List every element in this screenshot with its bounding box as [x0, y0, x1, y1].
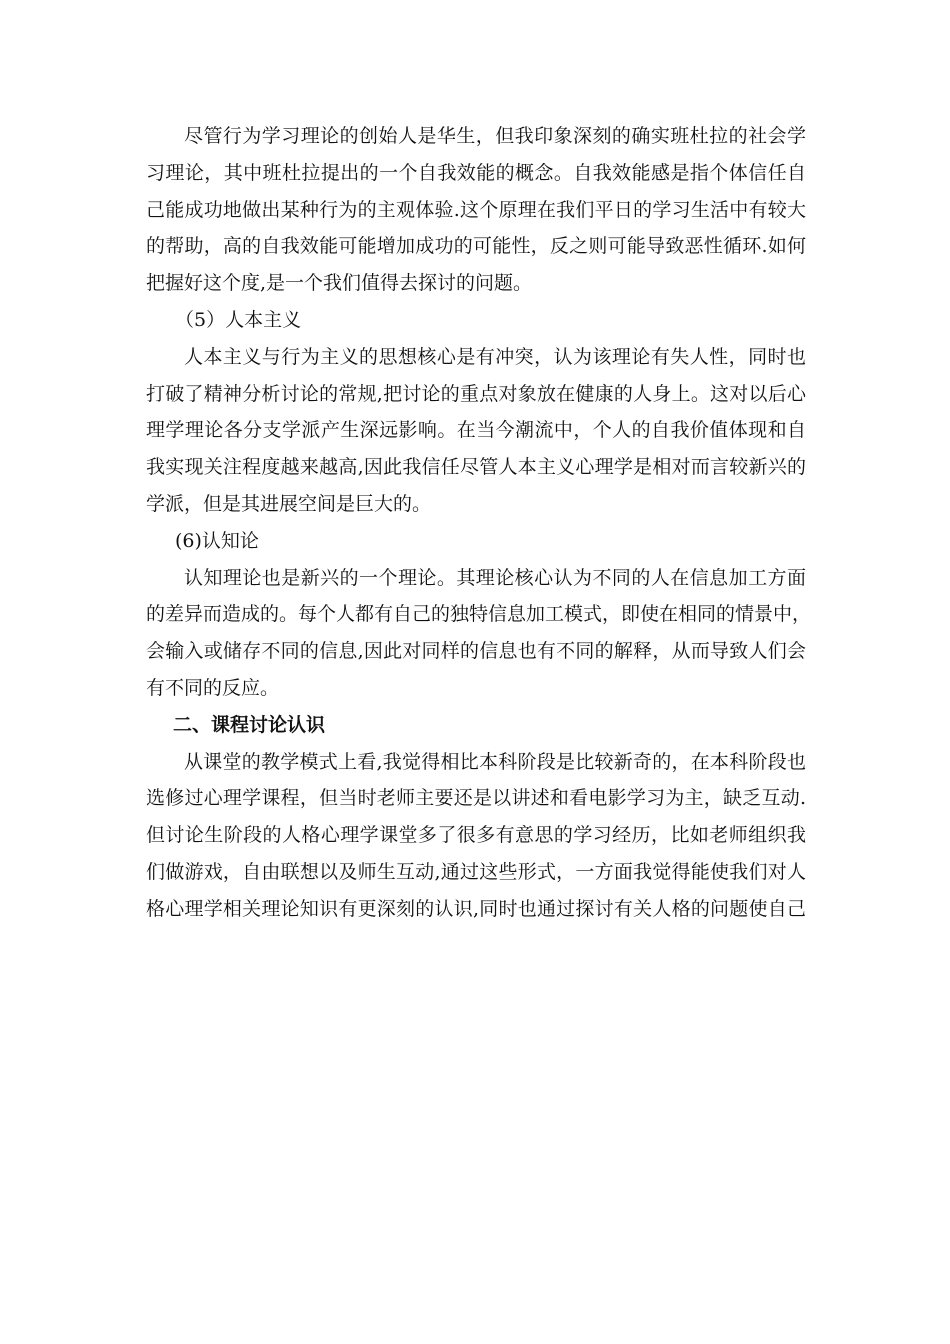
text-line: 尽管行为学习理论的创始人是华生，但我印象深刻的确实班杜拉的社会学 — [184, 125, 806, 147]
paragraph-course-discussion — [146, 744, 806, 928]
text-line: 的差异而造成的。每个人都有自己的独特信息加工模式，即使在相同的情景中， — [146, 603, 812, 626]
text-line: 认知理论也是新兴的一个理论。其理论核心认为不同的人在信息加工方面 — [184, 566, 806, 589]
text-line: 从课堂的教学模式上看,我觉得相比本科阶段是比较新奇的，在本科阶段也 — [184, 750, 806, 773]
text-line: 格心理学相关理论知识有更深刻的认识,同时也通过探讨有关人格的问题使自己 — [146, 897, 806, 920]
text-line: 习理论，其中班杜拉提出的一个自我效能的概念。自我效能感是指个体信任自 — [146, 161, 806, 184]
text-line: 会输入或储存不同的信息,因此对同样的信息也有不同的解释，从而导致人们会 — [146, 640, 806, 663]
text-line: 我实现关注程度越来越高,因此我信任尽管人本主义心理学是相对而言较新兴的 — [146, 456, 806, 479]
text-line: 但讨论生阶段的人格心理学课堂多了很多有意思的学习经历，比如老师组织我 — [146, 824, 806, 847]
text-line: 人本主义与行为主义的思想核心是有冲突，认为该理论有失人性，同时也 — [184, 345, 806, 368]
text-line: 的帮助，高的自我效能可能增加成功的可能性，反之则可能导致恶性循环.如何 — [146, 235, 806, 258]
paragraph-bandura — [146, 118, 806, 302]
paragraph-cognitivism — [146, 560, 812, 707]
text-line: 学派，但是其进展空间是巨大的。 — [146, 492, 432, 515]
text-line: 选修过心理学课程，但当时老师主要还是以讲述和看电影学习为主，缺乏互动. — [146, 787, 806, 810]
text-line: 己能成功地做出某种行为的主观体验.这个原理在我们平日的学习生活中有较大 — [146, 198, 806, 221]
text-line: 理学理论各分支学派产生深远影响。在当今潮流中，个人的自我价值体现和自 — [146, 419, 806, 442]
document-page — [146, 118, 812, 928]
section-heading: 二、课程讨论认识 — [173, 713, 326, 736]
text-line: 把握好这个度,是一个我们值得去探讨的问题。 — [146, 272, 533, 295]
subheading-cognitivism: (6)认知论 — [175, 529, 259, 552]
text-line: 们做游戏，自由联想以及师生互动,通过这些形式，一方面我觉得能使我们对人 — [146, 860, 806, 883]
paragraph-humanism — [146, 339, 806, 523]
subheading-humanism: （5）人本主义 — [175, 308, 302, 331]
text-line: 有不同的反应。 — [146, 676, 280, 699]
text-line: 打破了精神分析讨论的常规,把讨论的重点对象放在健康的人身上。这对以后心 — [146, 382, 806, 405]
